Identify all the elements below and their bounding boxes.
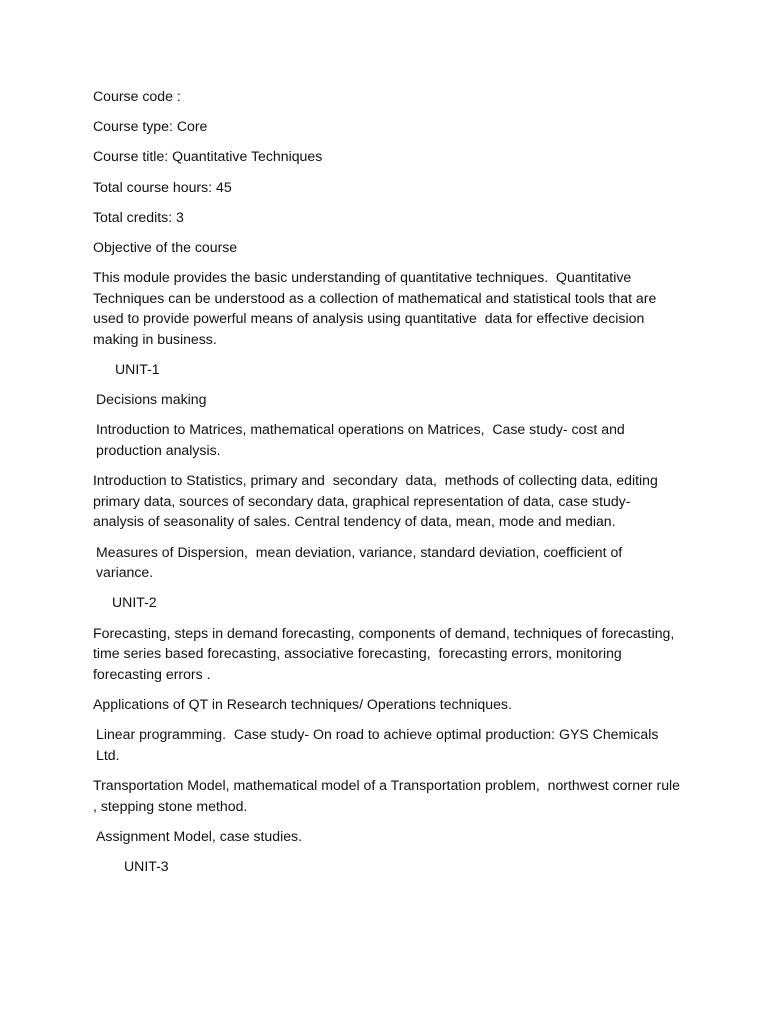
unit-1-dispersion: Measures of Dispersion, mean deviation, variance, standard deviation, coefficient of variance.: [96, 543, 627, 581]
unit-1-heading: UNIT-1: [115, 361, 160, 378]
unit-1-matrices: Introduction to Matrices, mathematical operations on Matrices, Case study- cost and production analysis.: [96, 421, 629, 459]
unit-1-decisions-making: Decisions making: [96, 391, 207, 408]
objective-text: This module provides the basic understanding of quantitative techniques. Quantitative Techniques can be understood as a collection of mathematical and statistical tools that are used to provide powerful means of analysis using quantitative data for effective decision making in business.: [93, 269, 661, 347]
unit-2-heading: UNIT-2: [112, 594, 157, 611]
course-title: Course title: Quantitative Techniques: [93, 148, 323, 165]
course-type: Course type: Core: [93, 118, 208, 135]
course-code: Course code :: [93, 88, 181, 104]
unit-2-transportation-model: Transportation Model, mathematical model of a Transportation problem, northwest corner rule , stepping stone method.: [93, 776, 684, 814]
document-body: [93, 86, 683, 886]
unit-1-statistics: Introduction to Statistics, primary and secondary data, methods of collecting data, editing primary data, sources of secondary data, graphical representation of data, case study- analysis of seasonality of sales. Central tendency of data, mean, mode and median.: [93, 472, 662, 530]
unit-2-linear-programming: Linear programming. Case study- On road to achieve optimal production: GYS Chemicals Ltd.: [96, 726, 663, 763]
total-course-hours: Total course hours: 45: [93, 178, 232, 195]
objective-heading: Objective of the course: [93, 238, 238, 255]
total-credits: Total credits: 3: [93, 208, 184, 225]
unit-2-forecasting: Forecasting, steps in demand forecasting, components of demand, techniques of forecasting, time series based forecasting, associative forecasting, forecasting errors, monitoring forecasting errors .: [93, 624, 679, 682]
unit-3-heading: UNIT-3: [124, 857, 169, 874]
unit-2-assignment-model: Assignment Model, case studies.: [96, 827, 303, 844]
unit-2-applications: Applications of QT in Research techniques/ Operations techniques.: [93, 695, 512, 712]
